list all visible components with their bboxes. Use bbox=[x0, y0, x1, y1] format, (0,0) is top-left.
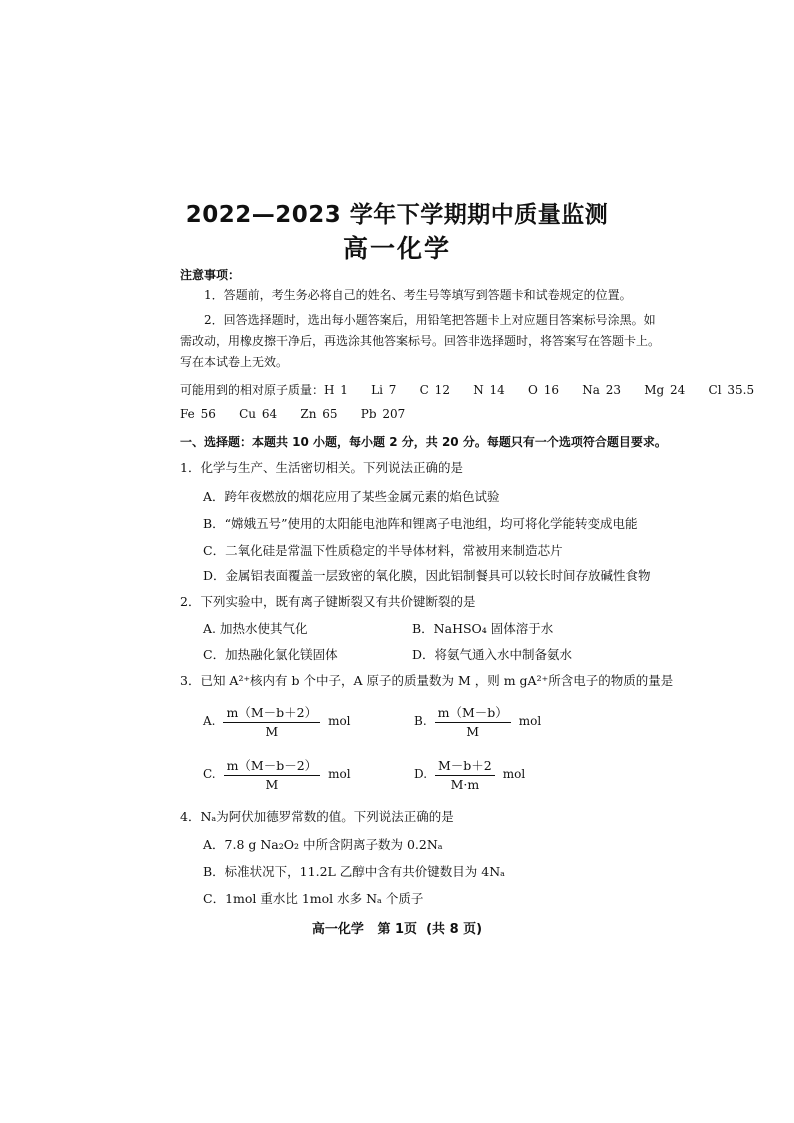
page-footer: 高一化学 第 1页 (共 8 页) bbox=[311, 922, 483, 937]
question-4-option-c: C．1mol 重水比 1mol 水多 Nₐ 个质子 bbox=[203, 891, 424, 906]
notice-item-2 bbox=[180, 310, 660, 373]
question-1-option-d: D．金属铝表面覆盖一层致密的氧化膜，因此铝制餐具可以较长时间存放碱性食物 bbox=[203, 568, 651, 583]
exam-subject: 高一化学 bbox=[342, 234, 451, 263]
question-3-option-b-label: B. bbox=[414, 714, 427, 728]
question-4-option-a: A．7.8 g Na₂O₂ 中所含阴离子数为 0.2Nₐ bbox=[203, 837, 443, 852]
atomic-masses-line-2: Fe 56 Cu 64 Zn 65 Pb 207 bbox=[180, 407, 406, 421]
exam-title: 2022—2023 学年下学期期中质量监测 bbox=[185, 202, 609, 228]
unit-mol: mol bbox=[328, 767, 351, 781]
fraction-denominator: M bbox=[265, 777, 279, 792]
fraction-numerator: m（M－b－2） bbox=[224, 756, 321, 776]
question-2-option-d: D．将氨气通入水中制备氨水 bbox=[412, 647, 573, 662]
question-3-option-d-fraction bbox=[435, 756, 495, 792]
question-2-option-b: B．NaHSO₄ 固体溶于水 bbox=[412, 621, 554, 636]
question-3-option-a-fraction bbox=[223, 703, 320, 739]
fraction-numerator: m（M－b） bbox=[435, 703, 511, 723]
fraction-denominator: M bbox=[265, 724, 279, 739]
question-1-option-c: C．二氧化硅是常温下性质稳定的半导体材料，常被用来制造芯片 bbox=[203, 543, 563, 558]
unit-mol: mol bbox=[328, 714, 351, 728]
notice-item-2-text: 2．回答选择题时，选出每小题答案后，用铅笔把答题卡上对应题目答案标号涂黑。如需改动，用橡皮擦干净后，再选涂其他答案标号。回答非选择题时，将答案写在答题卡上。写在本试卷上无效。 bbox=[180, 313, 661, 369]
fraction-denominator: M bbox=[466, 724, 480, 739]
question-2-stem: 2．下列实验中，既有离子键断裂又有共价键断裂的是 bbox=[180, 594, 476, 609]
fraction-numerator: M－b＋2 bbox=[435, 756, 495, 776]
question-1-option-a: A．跨年夜燃放的烟花应用了某些金属元素的焰色试验 bbox=[203, 489, 500, 504]
unit-mol: mol bbox=[518, 714, 542, 728]
atomic-masses-line-1: 可能用到的相对原子质量：H 1 Li 7 C 12 N 14 O 16 Na 23 Mg 24 Cl 35.5 bbox=[180, 383, 755, 397]
notice-item-1 bbox=[180, 285, 660, 306]
question-3-option-c bbox=[203, 756, 351, 792]
question-3-option-b-fraction bbox=[435, 703, 511, 739]
question-4-option-b: B．标准状况下，11.2L 乙醇中含有共价键数目为 4Nₐ bbox=[203, 864, 505, 879]
question-4-stem: 4．Nₐ为阿伏加德罗常数的值。下列说法正确的是 bbox=[180, 809, 454, 824]
question-1-stem: 1．化学与生产、生活密切相关。下列说法正确的是 bbox=[180, 460, 463, 475]
question-2-option-a: A. 加热水使其气化 bbox=[203, 621, 308, 636]
fraction-denominator: M·m bbox=[450, 777, 480, 792]
question-3-option-c-fraction bbox=[224, 756, 321, 792]
notice-heading: 注意事项： bbox=[180, 268, 241, 282]
fraction-numerator: m（M－b＋2） bbox=[223, 703, 320, 723]
unit-mol: mol bbox=[502, 767, 526, 781]
question-3-option-a bbox=[203, 703, 351, 739]
question-3-option-a-label: A. bbox=[203, 714, 216, 728]
question-3-option-d-label: D. bbox=[414, 767, 428, 781]
notice-item-1-text: 1．答题前，考生务必将自己的姓名、考生号等填写到答题卡和试卷规定的位置。 bbox=[204, 288, 632, 302]
section-heading: 一、选择题：本题共 10 小题，每小题 2 分，共 20 分。每题只有一个选项符合题目要求。 bbox=[180, 435, 667, 449]
question-3-option-b bbox=[414, 703, 541, 739]
question-2-option-c: C．加热融化氯化镁固体 bbox=[203, 647, 338, 662]
question-1-option-b: B．“嫦娥五号”使用的太阳能电池阵和锂离子电池组，均可将化学能转变成电能 bbox=[203, 516, 638, 531]
question-3-option-c-label: C. bbox=[203, 767, 216, 781]
question-3-stem: 3．已知 A²⁺核内有 b 个中子，A 原子的质量数为 M ，则 m gA²⁺所含电子的物质的量是 bbox=[180, 673, 674, 688]
question-3-option-d bbox=[414, 756, 525, 792]
